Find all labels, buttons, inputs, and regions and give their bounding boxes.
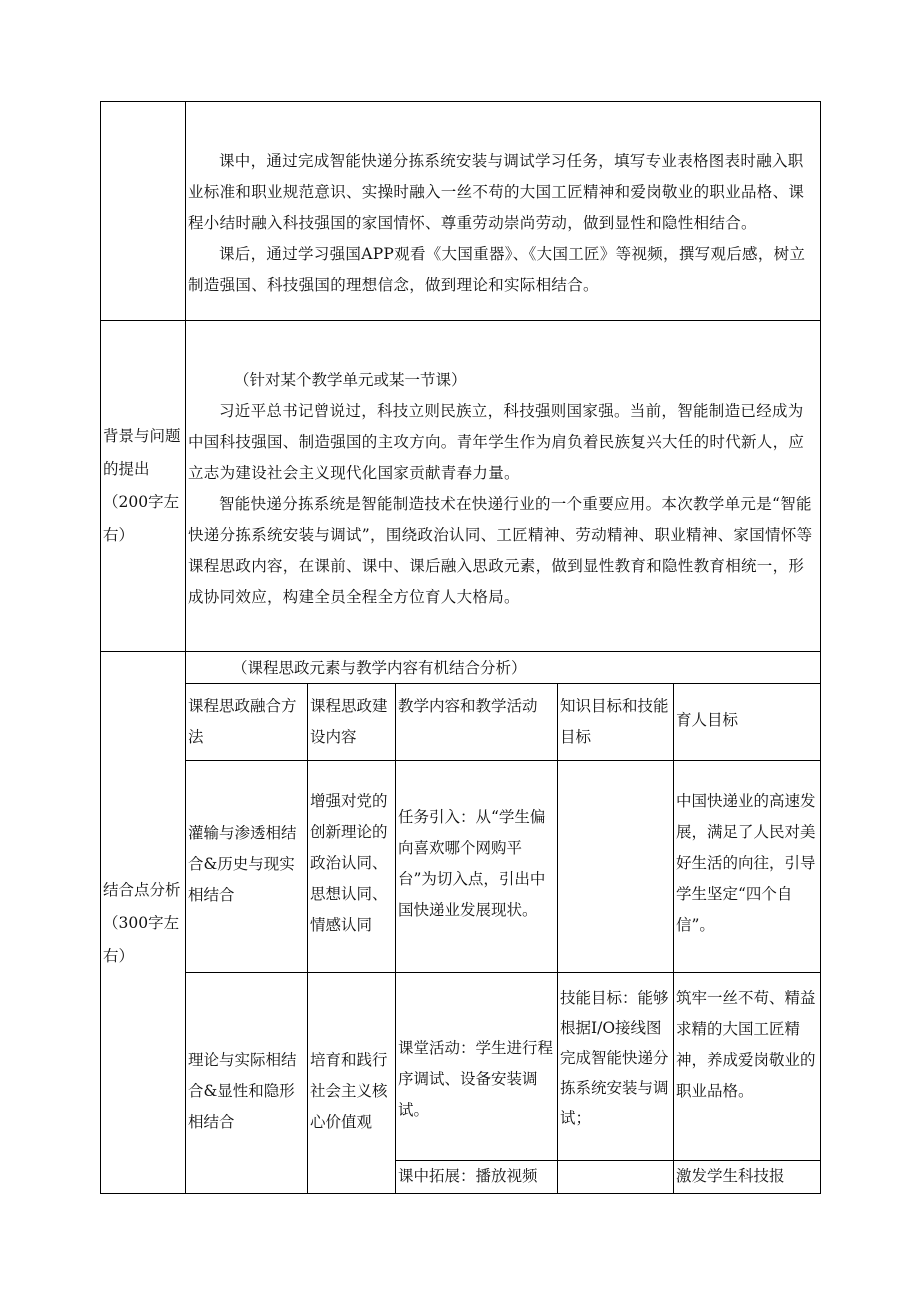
row1-goal: 中国快递业的高速发展，满足了人民对美好生活的向往，引导学生坚定“四个自信”。 (676, 792, 816, 934)
outer-right-border (820, 101, 821, 1194)
paragraph: 习近平总书记曾说过，科技立则民族立，科技强则国家强。当前，智能制造已经成为中国科技强国、制造强国的主攻方向。青年学生作为肩负着民族复兴大任的时代新人，应立志为建设社会主义现代化国家贡献青春力量。 (188, 402, 805, 482)
row1-method: 灌输与渗透相结合&历史与现实相结合 (188, 824, 297, 904)
row3-goal: 激发学生科技报 (676, 1167, 785, 1185)
table-header-content: 课程思政建设内容 (310, 697, 388, 746)
row2-content: 培育和践行社会主义核心价值观 (310, 1051, 388, 1131)
table-header-goal: 育人目标 (676, 711, 739, 729)
row2-knowledge: 技能目标：能够根据I/O接线图完成智能快递分拣系统安装与调试； (560, 989, 669, 1127)
row3-activity: 课中拓展：播放视频 (398, 1167, 538, 1185)
inner-col-2 (307, 683, 308, 1193)
bottom-border (100, 1193, 821, 1194)
inner-header-bottom (185, 760, 821, 761)
inner-col-3 (395, 683, 396, 1193)
row2-method: 理论与实际相结合&显性和隐形相结合 (188, 1051, 297, 1131)
row1-activity: 任务引入：从“学生偏向喜欢哪个网购平台”为切入点，引出中国快递业发展现状。 (398, 808, 546, 919)
section-divider-1 (100, 320, 821, 321)
table-header-activity: 教学内容和教学活动 (398, 697, 538, 715)
row2-goal: 筑牢一丝不苟、精益求精的大国工匠精神，养成爱岗敬业的职业品格。 (676, 989, 816, 1100)
label-column-divider (185, 101, 186, 1194)
row2-activity: 课堂活动：学生进行程序调试、设备安装调试。 (398, 1039, 554, 1119)
background-note: （针对某个教学单元或某一节课） (234, 371, 467, 389)
top-border (100, 101, 821, 102)
inner-col-4 (557, 683, 558, 1193)
paragraph: 课后，通过学习强国APP观看《大国重器》、《大国工匠》等视频，撰写观后感，树立制造强国、科技强国的理想信念，做到理论和实际相结合。 (188, 245, 806, 294)
background-label: 背景与问题的提出（200字左右） (103, 427, 181, 544)
outer-left-border (100, 101, 101, 1194)
analysis-label: 结合点分析（300字左右） (103, 881, 181, 965)
table-header-knowledge: 知识目标和技能目标 (560, 697, 669, 746)
background-content (188, 365, 816, 613)
row1-content: 增强对党的创新理论的政治认同、思想认同、情感认同 (310, 792, 388, 934)
inner-col-5 (673, 683, 674, 1193)
section-divider-2 (100, 651, 821, 652)
top-content (188, 146, 816, 301)
paragraph: 智能快递分拣系统是智能制造技术在快递行业的一个重要应用。本次教学单元是“智能快递分拣系统安装与调试”，围绕政治认同、工匠精神、劳动精神、职业精神、家国情怀等课程思政内容，在课前、课中、课后融入思政元素，做到显性教育和隐性教育相统一，形成协同效应，构建全员全程全方位育人大格局。 (188, 495, 813, 606)
table-header-method: 课程思政融合方法 (188, 697, 297, 746)
paragraph: 课中，通过完成智能快递分拣系统安装与调试学习任务，填写专业表格图表时融入职业标准和职业规范意识、实操时融入一丝不苟的大国工匠精神和爱岗敬业的职业品格、课程小结时融入科技强国的家国情怀、尊重劳动崇尚劳动，做到显性和隐性相结合。 (188, 152, 805, 232)
analysis-note: （课程思政元素与教学内容有机结合分析） (232, 659, 527, 677)
inner-row1-bottom (185, 972, 821, 973)
